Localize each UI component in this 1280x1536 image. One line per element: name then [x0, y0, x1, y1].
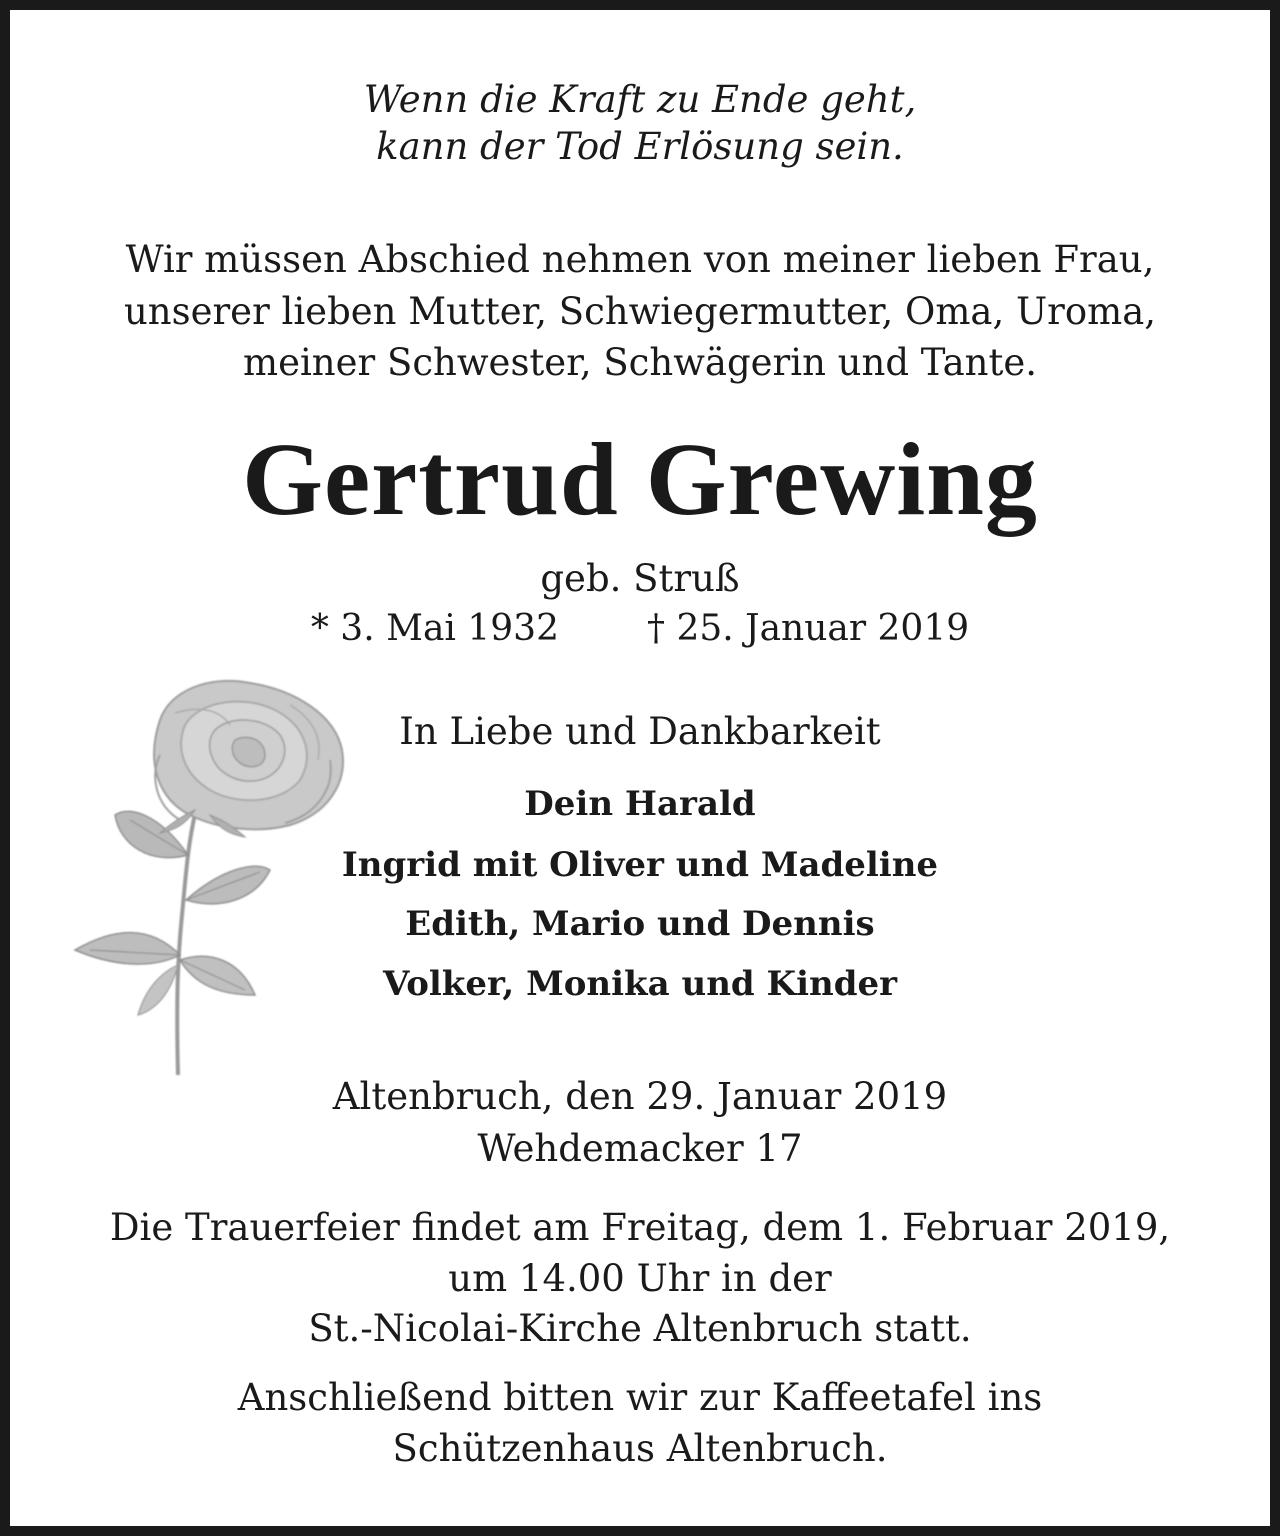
intro-line-2: unserer lieben Mutter, Schwiegermutter, Oma, Uroma, — [123, 290, 1157, 333]
mourner-line: Dein Harald — [524, 784, 756, 824]
maiden-name: geb. Struß — [540, 557, 740, 600]
place-date: Altenbruch, den 29. Januar 2019 — [332, 1075, 948, 1118]
funeral-line-2: um 14.00 Uhr in der — [448, 1257, 832, 1300]
funeral-line-3: St.-Nicolai-Kirche Altenbruch statt. — [308, 1307, 972, 1350]
death-date: † 25. Januar 2019 — [647, 608, 970, 649]
motto-line-2: kann der Tod Erlösung sein. — [376, 125, 904, 168]
birth-date: * 3. Mai 1932 — [310, 608, 559, 649]
intro-line-3: meiner Schwester, Schwägerin und Tante. — [242, 341, 1037, 384]
mourner-line: Volker, Monika und Kinder — [382, 964, 898, 1004]
address: Wehdemacker 17 — [477, 1127, 803, 1170]
mourner-line: Edith, Mario und Dennis — [405, 904, 875, 944]
intro-line-1: Wir müssen Abschied nehmen von meiner lieben Frau, — [125, 238, 1155, 281]
reception-line-2: Schützenhaus Altenbruch. — [392, 1427, 888, 1470]
life-dates — [10, 607, 1270, 651]
funeral-line-1: Die Trauerfeier findet am Freitag, dem 1. Februar 2019, — [109, 1206, 1171, 1249]
motto-line-1: Wenn die Kraft zu Ende geht, — [363, 78, 917, 121]
reception-line-1: Anschließend bitten wir zur Kaffeetafel ins — [237, 1376, 1043, 1419]
dedication: In Liebe und Dankbarkeit — [399, 710, 881, 753]
deceased-name: Gertrud Grewing — [242, 422, 1038, 537]
mourner-line: Ingrid mit Oliver und Madeline — [341, 845, 939, 885]
